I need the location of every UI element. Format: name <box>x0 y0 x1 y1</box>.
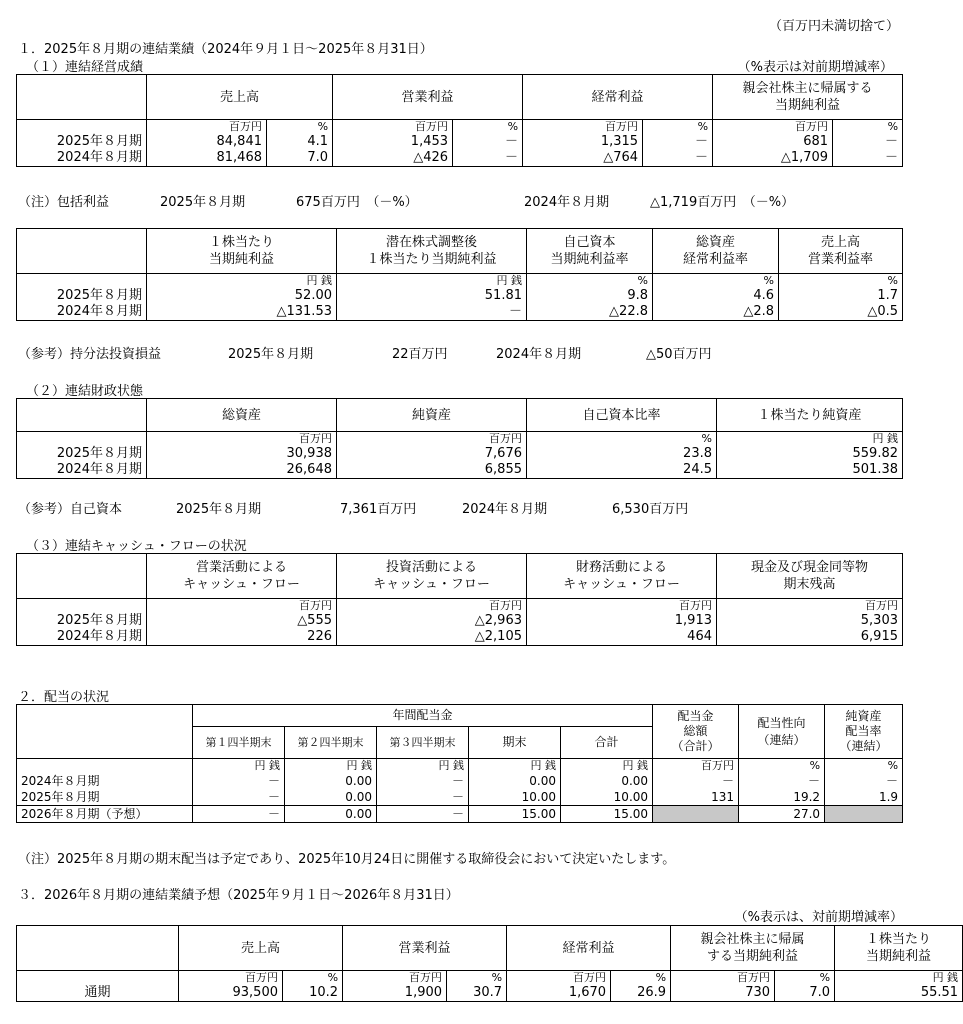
value-cell: 559.82 <box>717 446 903 462</box>
header-total-dividend: 配当金 総額 （合計） <box>653 705 739 759</box>
value-cell: △22.8 <box>527 304 653 321</box>
header-net-income-parent: 親会社株主に帰属する 当期純利益 <box>713 75 903 120</box>
row-label: 2024年８月期 <box>17 304 147 321</box>
section1-sub2-title: （２）連結財政状態 <box>26 384 144 399</box>
cash-flow-table <box>16 553 903 646</box>
note3-period-2: 2024年８月期 <box>462 502 548 517</box>
equity-method-label: （参考）持分法投資損益 <box>18 347 162 362</box>
value-cell: △131.53 <box>147 304 337 321</box>
value-cell: 9.8 <box>527 288 653 304</box>
value-cell: 6,855 <box>337 462 527 479</box>
note3-value-2: 6,530百万円 <box>612 502 689 517</box>
header-net-assets: 純資産 <box>337 399 527 432</box>
row-label: 2024年８月期 <box>17 773 193 789</box>
header-total: 合計 <box>561 727 653 759</box>
unit-cell: 円 銭 <box>337 274 527 289</box>
header-empty <box>17 75 147 120</box>
unit-cell: % <box>447 971 507 986</box>
note2-period-1: 2025年８月期 <box>228 347 314 362</box>
value-cell: － <box>453 134 523 150</box>
unit-cell: % <box>643 120 713 135</box>
section2-title: ２．配当の状況 <box>18 690 110 705</box>
row-label: 2026年８月期（予想） <box>17 806 193 823</box>
note2-value-1: 22百万円 <box>392 347 448 362</box>
unit-cell: % <box>527 274 653 289</box>
header-bps: １株当たり純資産 <box>717 399 903 432</box>
value-cell: 24.5 <box>527 462 717 479</box>
value-cell: 0.00 <box>561 773 653 789</box>
shaded-cell <box>653 806 739 823</box>
note3-value-1: 7,361百万円 <box>340 502 417 517</box>
row-label: 2025年８月期 <box>17 613 147 629</box>
header-net-income-parent: 親会社株主に帰属 する当期純利益 <box>671 926 835 971</box>
unit-label <box>17 971 179 986</box>
value-cell: 93,500 <box>179 985 283 1002</box>
header-diluted-eps: 潜在株式調整後 １株当たり当期純利益 <box>337 229 527 274</box>
section3-note: （%表示は、対前期増減率） <box>734 910 903 925</box>
unit-cell: % <box>833 120 903 135</box>
note2-period-2: 2024年８月期 <box>496 347 582 362</box>
unit-cell: 円 銭 <box>377 759 469 774</box>
value-cell: 26.9 <box>611 985 671 1002</box>
value-cell: － <box>833 150 903 167</box>
header-eps: １株当たり 当期純利益 <box>147 229 337 274</box>
row-label: 2024年８月期 <box>17 150 147 167</box>
value-cell: 226 <box>147 629 337 646</box>
note1-value-1: 675百万円 （－%） <box>296 195 418 210</box>
value-cell: 131 <box>653 789 739 806</box>
value-cell: 81,468 <box>147 150 267 167</box>
unit-cell: % <box>527 432 717 447</box>
value-cell: 464 <box>527 629 717 646</box>
value-cell: － <box>377 773 469 789</box>
unit-cell: % <box>267 120 333 135</box>
section1-sub1-note: （%表示は対前期増減率） <box>737 60 893 75</box>
header-payout-ratio: 配当性向 （連結） <box>739 705 825 759</box>
header-operating-margin: 売上高 営業利益率 <box>779 229 903 274</box>
value-cell: 15.00 <box>469 806 561 823</box>
row-label: 通期 <box>17 985 179 1002</box>
value-cell: 501.38 <box>717 462 903 479</box>
note1-value-2: △1,719百万円 （－%） <box>650 195 795 210</box>
header-financing-cf: 財務活動による キャッシュ・フロー <box>527 554 717 599</box>
value-cell: － <box>193 806 285 823</box>
header-q3: 第３四半期末 <box>377 727 469 759</box>
value-cell: 6,915 <box>717 629 903 646</box>
header-total-assets: 総資産 <box>147 399 337 432</box>
unit-cell: 百万円 <box>337 599 527 614</box>
unit-cell: 円 銭 <box>835 971 963 986</box>
row-label: 2024年８月期 <box>17 629 147 646</box>
unit-label <box>17 432 147 447</box>
value-cell: 0.00 <box>469 773 561 789</box>
value-cell: 4.1 <box>267 134 333 150</box>
note1-period-1: 2025年８月期 <box>160 195 246 210</box>
dividends-table <box>16 704 903 823</box>
value-cell: 1,315 <box>523 134 643 150</box>
value-cell: 10.2 <box>283 985 343 1002</box>
unit-cell: % <box>453 120 523 135</box>
value-cell: △0.5 <box>779 304 903 321</box>
forecast-table <box>16 925 963 1002</box>
unit-cell: 円 銭 <box>285 759 377 774</box>
per-share-ratios-table <box>16 228 903 321</box>
unit-label <box>17 274 147 289</box>
header-ordinary-income: 経常利益 <box>507 926 671 971</box>
unit-cell: 円 銭 <box>717 432 903 447</box>
value-cell: △2,963 <box>337 613 527 629</box>
value-cell: 10.00 <box>561 789 653 806</box>
row-label: 2025年８月期 <box>17 288 147 304</box>
value-cell: － <box>193 789 285 806</box>
value-cell: 5,303 <box>717 613 903 629</box>
value-cell: 30,938 <box>147 446 337 462</box>
header-cash-end: 現金及び現金同等物 期末残高 <box>717 554 903 599</box>
header-empty <box>17 229 147 274</box>
value-cell: 1,453 <box>333 134 453 150</box>
value-cell: 55.51 <box>835 985 963 1002</box>
unit-cell: 百万円 <box>653 759 739 774</box>
unit-cell: 百万円 <box>147 599 337 614</box>
header-operating-income: 営業利益 <box>343 926 507 971</box>
shaded-cell <box>825 806 903 823</box>
value-cell: － <box>825 773 903 789</box>
dividend-note: （注）2025年８月期の期末配当は予定であり、2025年10月24日に開催する取締役会において決定いたします。 <box>18 852 676 867</box>
value-cell: 7.0 <box>267 150 333 167</box>
header-ordinary-income: 経常利益 <box>523 75 713 120</box>
header-net-sales: 売上高 <box>179 926 343 971</box>
unit-label <box>17 599 147 614</box>
header-roa: 総資産 経常利益率 <box>653 229 779 274</box>
value-cell: △1,709 <box>713 150 833 167</box>
value-cell: － <box>453 150 523 167</box>
unit-label <box>17 759 193 774</box>
note2-value-2: △50百万円 <box>646 347 712 362</box>
unit-cell: 百万円 <box>147 120 267 135</box>
header-roe: 自己資本 当期純利益率 <box>527 229 653 274</box>
value-cell: 84,841 <box>147 134 267 150</box>
comprehensive-income-label: （注）包括利益 <box>18 195 110 210</box>
header-eps: １株当たり 当期純利益 <box>835 926 963 971</box>
section1-sub1-title: （１）連結経営成績 <box>26 60 144 75</box>
unit-cell: 百万円 <box>713 120 833 135</box>
value-cell: － <box>833 134 903 150</box>
row-label: 2025年８月期 <box>17 134 147 150</box>
section1-sub3-title: （３）連結キャッシュ・フローの状況 <box>26 539 247 554</box>
value-cell: 1.9 <box>825 789 903 806</box>
financial-position-table <box>16 398 903 479</box>
header-year-end: 期末 <box>469 727 561 759</box>
value-cell: △2.8 <box>653 304 779 321</box>
unit-cell: % <box>739 759 825 774</box>
value-cell: 0.00 <box>285 789 377 806</box>
header-empty <box>17 926 179 971</box>
note1-period-2: 2024年８月期 <box>524 195 610 210</box>
value-cell: 7.0 <box>775 985 835 1002</box>
header-operating-cf: 営業活動による キャッシュ・フロー <box>147 554 337 599</box>
unit-cell: 円 銭 <box>469 759 561 774</box>
value-cell: 19.2 <box>739 789 825 806</box>
operating-results-table <box>16 74 903 167</box>
value-cell: 10.00 <box>469 789 561 806</box>
unit-cell: 百万円 <box>147 432 337 447</box>
header-operating-income: 営業利益 <box>333 75 523 120</box>
header-investing-cf: 投資活動による キャッシュ・フロー <box>337 554 527 599</box>
value-cell: 15.00 <box>561 806 653 823</box>
header-empty <box>17 554 147 599</box>
unit-cell: 百万円 <box>179 971 283 986</box>
row-label: 2025年８月期 <box>17 446 147 462</box>
value-cell: 1,900 <box>343 985 447 1002</box>
unit-note: （百万円未満切捨て） <box>768 19 899 34</box>
row-label: 2025年８月期 <box>17 789 193 806</box>
value-cell: － <box>653 773 739 789</box>
unit-cell: % <box>283 971 343 986</box>
unit-cell: 百万円 <box>507 971 611 986</box>
value-cell: 681 <box>713 134 833 150</box>
value-cell: － <box>643 134 713 150</box>
unit-cell: % <box>775 971 835 986</box>
value-cell: － <box>377 789 469 806</box>
unit-cell: 円 銭 <box>561 759 653 774</box>
unit-label <box>17 120 147 135</box>
value-cell: － <box>193 773 285 789</box>
value-cell: △2,105 <box>337 629 527 646</box>
value-cell: 4.6 <box>653 288 779 304</box>
value-cell: － <box>377 806 469 823</box>
value-cell: 0.00 <box>285 773 377 789</box>
header-q1: 第１四半期末 <box>193 727 285 759</box>
value-cell: 0.00 <box>285 806 377 823</box>
header-empty <box>17 705 193 759</box>
value-cell: － <box>337 304 527 321</box>
note3-period-1: 2025年８月期 <box>176 502 262 517</box>
value-cell: 1,670 <box>507 985 611 1002</box>
header-net-sales: 売上高 <box>147 75 333 120</box>
value-cell: 52.00 <box>147 288 337 304</box>
header-equity-ratio: 自己資本比率 <box>527 399 717 432</box>
value-cell: － <box>643 150 713 167</box>
unit-cell: 百万円 <box>527 599 717 614</box>
section3-title: ３．2026年８月期の連結業績予想（2025年９月１日～2026年８月31日） <box>18 888 459 903</box>
own-capital-label: （参考）自己資本 <box>18 502 123 517</box>
value-cell: 730 <box>671 985 775 1002</box>
value-cell: 23.8 <box>527 446 717 462</box>
unit-cell: % <box>779 274 903 289</box>
value-cell: 26,648 <box>147 462 337 479</box>
unit-cell: 円 銭 <box>147 274 337 289</box>
unit-cell: 百万円 <box>523 120 643 135</box>
unit-cell: 百万円 <box>343 971 447 986</box>
header-q2: 第２四半期末 <box>285 727 377 759</box>
value-cell: 51.81 <box>337 288 527 304</box>
header-annual-dividend: 年間配当金 <box>193 705 653 727</box>
unit-cell: % <box>825 759 903 774</box>
unit-cell: 百万円 <box>333 120 453 135</box>
header-empty <box>17 399 147 432</box>
section1-title: １．2025年８月期の連結業績（2024年９月１日～2025年８月31日） <box>18 42 433 57</box>
header-doe: 純資産 配当率 （連結） <box>825 705 903 759</box>
value-cell: － <box>739 773 825 789</box>
value-cell: △555 <box>147 613 337 629</box>
value-cell: 30.7 <box>447 985 507 1002</box>
unit-cell: 百万円 <box>337 432 527 447</box>
value-cell: 27.0 <box>739 806 825 823</box>
row-label: 2024年８月期 <box>17 462 147 479</box>
unit-cell: % <box>611 971 671 986</box>
unit-cell: % <box>653 274 779 289</box>
value-cell: 1,913 <box>527 613 717 629</box>
unit-cell: 百万円 <box>671 971 775 986</box>
unit-cell: 円 銭 <box>193 759 285 774</box>
value-cell: △426 <box>333 150 453 167</box>
unit-cell: 百万円 <box>717 599 903 614</box>
value-cell: △764 <box>523 150 643 167</box>
value-cell: 1.7 <box>779 288 903 304</box>
value-cell: 7,676 <box>337 446 527 462</box>
